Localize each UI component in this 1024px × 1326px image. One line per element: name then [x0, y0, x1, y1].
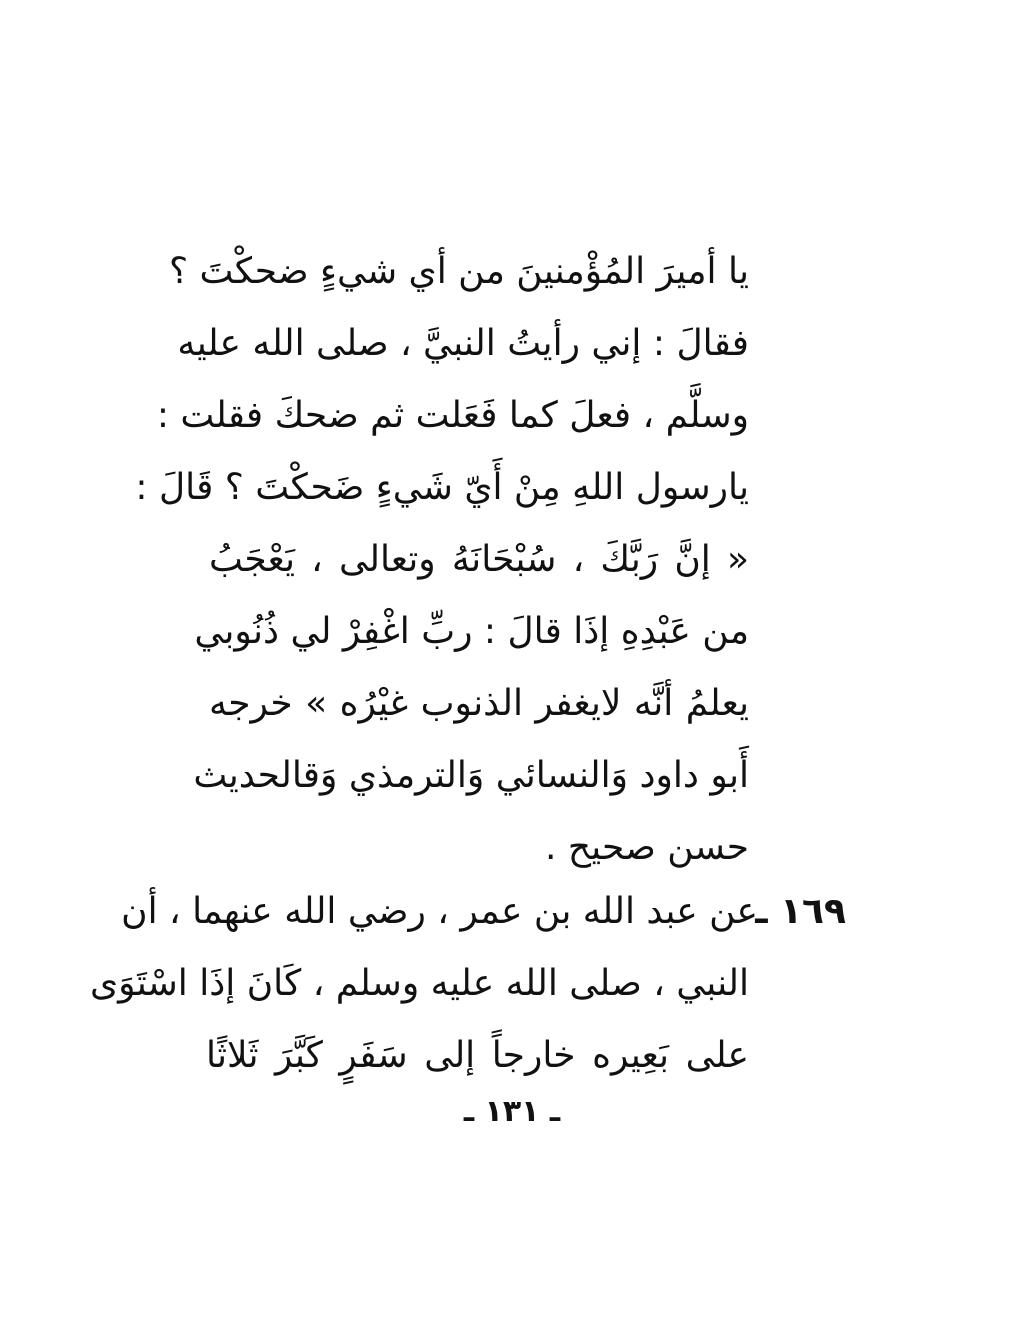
hadith-169	[90, 876, 846, 1092]
text-line-5: « إنَّ رَبَّكَ ، سُبْحَانَهُ وتعالى ، يَعْجَبُ	[209, 539, 749, 580]
hadith-169-body	[90, 948, 749, 1092]
text-line-2: فقالَ : إني رأيتُ النبيَّ ، صلى الله عليه	[177, 323, 749, 364]
text-line-6: من عَبْدِهِ إذَا قالَ : ربِّ اغْفِرْ لي ذُنُوبي	[194, 611, 749, 652]
hadith-number: ١٦٩ ـ	[755, 891, 846, 932]
hadith-169-first-line	[121, 876, 846, 948]
page-number: ـ ١٣١ ـ	[463, 1094, 561, 1129]
text-line-11: النبي ، صلى الله عليه وسلم ، كَانَ إذَا اسْتَوَى	[90, 963, 749, 1004]
text-line-10: عن عبد الله بن عمر ، رضي الله عنهما ، أن	[121, 891, 758, 932]
text-line-1: يا أميرَ المُؤْمنينَ من أي شيءٍ ضحكْتَ ؟	[168, 251, 749, 292]
hadith-168-continuation	[135, 236, 749, 884]
text-line-4: يارسول اللهِ مِنْ أَيّ شَيءٍ ضَحكْتَ ؟ قَالَ :	[135, 467, 749, 508]
text-line-9: حسن صحيح .	[544, 827, 749, 868]
text-line-12: على بَعِيره خارجاً إلى سَفَرٍ كَبَّرَ ثَلاثًا	[206, 1035, 749, 1076]
text-line-8: أَبو داود وَالنسائي وَالترمذي وَقالحديث	[193, 755, 749, 796]
text-line-3: وسلَّم ، فعلَ كما فَعَلت ثم ضحكَ فقلت :	[156, 395, 749, 436]
text-line-7: يعلمُ أنَّه لايغفر الذنوب غيْرُه » خرجه	[209, 683, 749, 724]
